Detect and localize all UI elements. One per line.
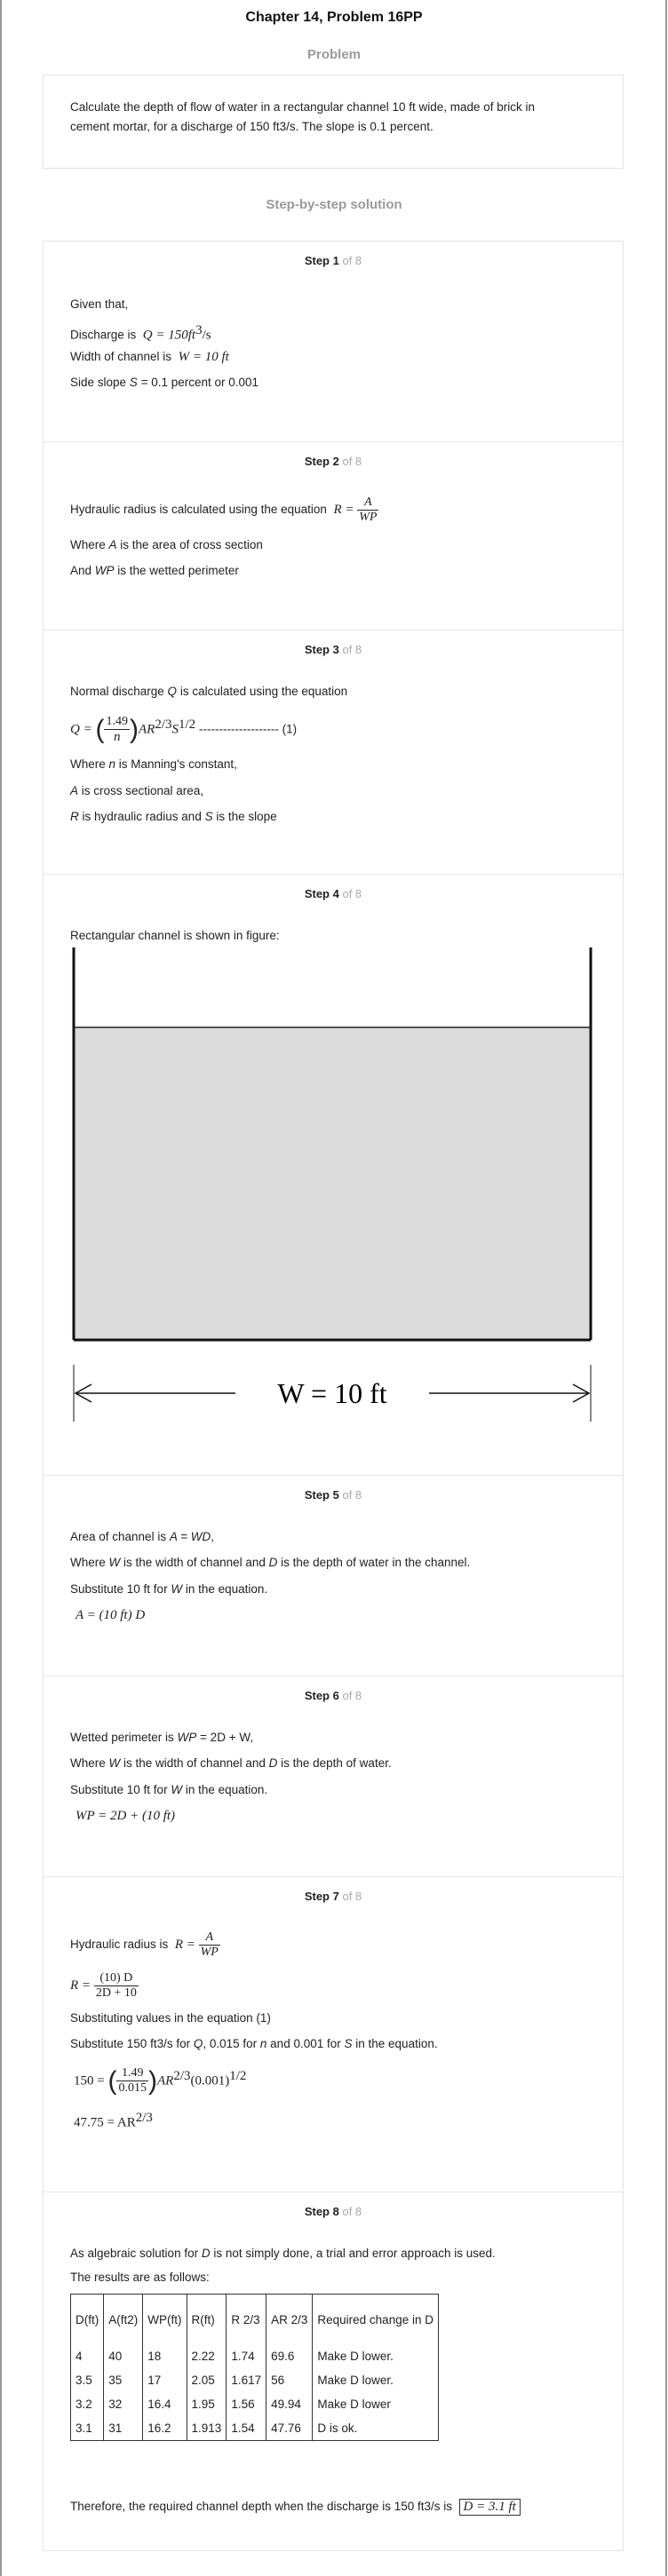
col-a: A(ft2)	[104, 2295, 143, 2345]
step-2-wp-def: And WP is the wetted perimeter	[70, 564, 239, 577]
table-cell: 69.6	[266, 2344, 313, 2368]
table-cell: 1.913	[187, 2416, 227, 2441]
problem-text-line-2: cement mortar, for a discharge of 150 ft3/s. The slope is 0.1 percent.	[70, 120, 433, 133]
step-3-r-s-def: R is hydraulic radius and S is the slope	[70, 810, 277, 823]
table-row	[71, 2344, 439, 2368]
table-cell: 1.74	[227, 2344, 266, 2368]
step-1-width: Width of channel is W = 10 ft	[70, 350, 229, 364]
table-cell: 4	[71, 2344, 104, 2368]
table-cell: 16.4	[143, 2392, 187, 2416]
table-row	[71, 2368, 439, 2392]
table-cell: 47.76	[266, 2416, 313, 2441]
table-cell: 56	[266, 2368, 313, 2392]
table-cell: Make D lower.	[317, 2374, 394, 2387]
col-wp: WP(ft)	[143, 2295, 187, 2345]
step-7	[44, 1876, 623, 2192]
table-cell: 31	[104, 2416, 143, 2441]
step-4-header: Step 4 of 8	[304, 887, 362, 900]
step-6-header: Step 6 of 8	[304, 1689, 362, 1702]
step-6-substitute: Substitute 10 ft for W in the equation.	[70, 1783, 268, 1796]
step-8	[44, 2192, 623, 2552]
step-5	[44, 1475, 623, 1676]
step-7-substituting: Substituting values in the equation (1)	[70, 2011, 271, 2025]
step-7-equation-2: $47.75 = AR^{2/3}$	[74, 2111, 153, 2130]
step-3-n-def: Where n is Manning's constant,	[70, 757, 237, 771]
col-r: R(ft)	[187, 2295, 227, 2345]
table-cell: 1.54	[227, 2416, 266, 2441]
answer-box: D = 3.1 ft	[459, 2499, 521, 2516]
col-d: D(ft)	[71, 2295, 104, 2345]
step-8-approach: As algebraic solution for D is not simply done, a trial and error approach is used.	[70, 2247, 496, 2260]
table-cell: 32	[104, 2392, 143, 2416]
table-cell: 17	[143, 2368, 187, 2392]
col-r23: R 2/3	[227, 2295, 266, 2345]
step-6-where: Where W is the width of channel and D is the depth of water.	[70, 1756, 392, 1770]
solution-box	[43, 241, 624, 2551]
step-2-equation-line: Hydraulic radius is calculated using the equation R = $\frac{A}{WP}$	[70, 495, 378, 524]
step-3-header: Step 3 of 8	[304, 643, 362, 656]
table-cell: 40	[104, 2344, 143, 2368]
channel-figure	[70, 947, 594, 1445]
step-3-intro: Normal discharge Q is calculated using the equation	[70, 685, 348, 698]
table-cell: 3.5	[71, 2368, 104, 2392]
step-7-radius-sub: R = $\frac{(10) D}{2D + 10}$	[70, 1970, 137, 2000]
step-5-where: Where W is the width of channel and D is the depth of water in the channel.	[70, 1556, 471, 1569]
step-1-slope: Side slope S = 0.1 percent or 0.001	[70, 376, 259, 389]
step-3	[44, 630, 623, 875]
step-7-radius-line: Hydraulic radius is R = $\frac{A}{WP}$	[70, 1930, 219, 1959]
step-2	[44, 441, 623, 630]
step-4-intro: Rectangular channel is shown in figure:	[70, 929, 280, 942]
step-5-substitute: Substitute 10 ft for W in the equation.	[70, 1582, 268, 1596]
table-cell: 16.2	[143, 2416, 187, 2441]
col-ar23: AR 2/3	[266, 2295, 313, 2345]
table-cell: Make D lower	[317, 2398, 391, 2411]
table-row	[71, 2416, 439, 2441]
step-3-a-def: A is cross sectional area,	[70, 784, 204, 797]
step-8-conclusion: Therefore, the required channel depth when the discharge is 150 ft3/s is D = 3.1 ft	[70, 2499, 521, 2516]
step-1-header: Step 1 of 8	[304, 254, 362, 267]
step-2-header: Step 2 of 8	[304, 455, 362, 468]
table-row	[71, 2392, 439, 2416]
table-cell: 2.05	[187, 2368, 227, 2392]
step-6	[44, 1676, 623, 1877]
problem-heading: Problem	[306, 47, 361, 62]
problem-text-line-1: Calculate the depth of flow of water in a rectangular channel 10 ft wide, made of brick in	[70, 100, 536, 114]
step-6-equation: WP = 2D + (10 ft)	[76, 1809, 176, 1823]
step-5-header: Step 5 of 8	[304, 1488, 362, 1502]
results-table	[70, 2294, 439, 2441]
table-cell: 1.56	[227, 2392, 266, 2416]
table-cell: 3.1	[71, 2416, 104, 2441]
step-7-header: Step 7 of 8	[304, 1890, 362, 1903]
step-1	[44, 242, 623, 441]
step-3-manning-equation: Q = ( $\frac{1.49}{n}$ )$AR^{2/3}S^{1/2}$ -------------------- (1)	[70, 714, 298, 745]
left-frame-border	[0, 0, 2, 2576]
step-6-wp-def: Wetted perimeter is WP = 2D + W,	[70, 1731, 254, 1744]
col-change: Required change in D	[317, 2312, 433, 2326]
table-cell: D is ok.	[317, 2421, 358, 2435]
right-frame-border	[665, 0, 667, 2576]
page-title: Chapter 14, Problem 16PP	[245, 10, 423, 25]
table-cell: 35	[104, 2368, 143, 2392]
step-8-header: Step 8 of 8	[304, 2205, 362, 2218]
table-cell: 18	[143, 2344, 187, 2368]
solution-heading: Step-by-step solution	[266, 197, 402, 212]
step-2-area-def: Where A is the area of cross section	[70, 538, 263, 551]
table-cell: 1.95	[187, 2392, 227, 2416]
table-cell: 1.617	[227, 2368, 266, 2392]
table-header-row	[71, 2295, 439, 2345]
step-5-equation: A = (10 ft) D	[76, 1608, 146, 1622]
problem-box	[43, 75, 624, 169]
table-cell: Make D lower.	[317, 2350, 394, 2363]
step-8-results-intro: The results are as follows:	[70, 2271, 210, 2284]
table-cell: 49.94	[266, 2392, 313, 2416]
step-4	[44, 874, 623, 1453]
table-cell: 2.22	[187, 2344, 227, 2368]
step-7-equation-1: 150 = ( $\frac{1.49}{0.015}$ )$AR^{2/3}(0.001)^{1/2}$	[74, 2065, 247, 2096]
water-area	[74, 1027, 591, 1340]
width-dimension-label: W = 10 ft	[277, 1377, 387, 1409]
step-1-discharge: Discharge is $Q = 150ft^3/s$	[70, 323, 211, 343]
step-7-substitute-values: Substitute 150 ft3/s for Q, 0.015 for n and 0.001 for S in the equation.	[70, 2037, 438, 2050]
step-5-area-def: Area of channel is A = WD,	[70, 1530, 214, 1543]
step-1-given: Given that,	[70, 297, 129, 311]
table-cell: 3.2	[71, 2392, 104, 2416]
